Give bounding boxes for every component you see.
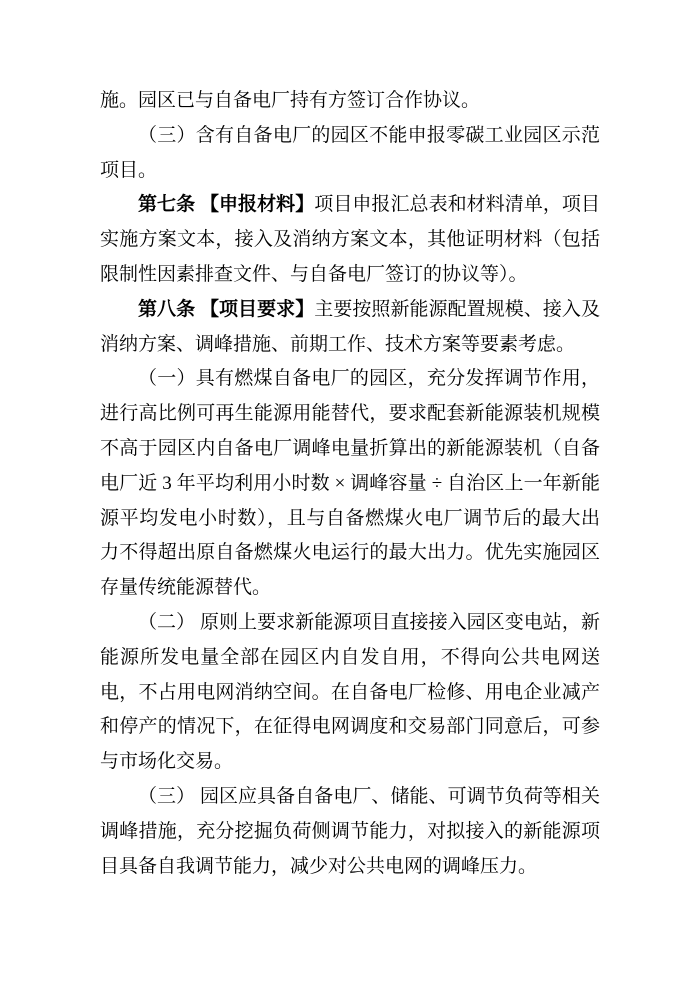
text-line: [100, 328, 600, 363]
text-line: [100, 223, 600, 258]
text-line: [100, 780, 600, 815]
text-line: [100, 502, 600, 537]
text-run: 源平均发电小时数），且与自备燃煤火电厂调节后的最大出: [100, 507, 600, 529]
text-line: [100, 571, 600, 606]
bold-text-run: 第八条 【项目要求】: [138, 298, 315, 320]
text-run: 消纳方案、调峰措施、前期工作、技术方案等要素考虑。: [100, 333, 576, 355]
text-run: （三）含有自备电厂的园区不能申报零碳工业园区示范: [138, 124, 600, 146]
text-run: 项目申报汇总表和材料清单，项目: [314, 194, 600, 216]
text-line: [100, 119, 600, 154]
text-run: 和停产的情况下，在征得电网调度和交易部门同意后，可参: [100, 716, 600, 738]
text-run: 力不得超出原自备燃煤火电运行的最大出力。优先实施园区: [100, 542, 600, 564]
text-line: [100, 293, 600, 328]
text-run: （一）具有燃煤自备电厂的园区，充分发挥调节作用，: [138, 368, 600, 390]
text-line: [100, 362, 600, 397]
text-line: [100, 536, 600, 571]
text-run: 电厂近 3 年平均利用小时数 × 调峰容量 ÷ 自治区上一年新能: [100, 472, 600, 494]
text-line: [100, 815, 600, 850]
text-line: [100, 154, 600, 189]
text-line: [100, 745, 600, 780]
text-run: 存量传统能源替代。: [100, 577, 272, 599]
text-run: 目具备自我调节能力，减少对公共电网的调峰压力。: [100, 855, 538, 877]
text-line: [100, 258, 600, 293]
text-run: 与市场化交易。: [100, 751, 234, 773]
text-run: 电，不占用电网消纳空间。在自备电厂检修、用电企业减产: [100, 681, 600, 703]
text-run: （二） 原则上要求新能源项目直接接入园区变电站，新: [138, 611, 600, 633]
text-line: [100, 84, 600, 119]
text-line: [100, 641, 600, 676]
text-lines: [100, 84, 600, 884]
text-run: 实施方案文本，接入及消纳方案文本，其他证明材料（包括: [100, 229, 600, 251]
text-line: [100, 710, 600, 745]
text-run: （三） 园区应具备自备电厂、储能、可调节负荷等相关: [138, 785, 600, 807]
text-line: [100, 676, 600, 711]
text-run: 调峰措施，充分挖掘负荷侧调节能力，对拟接入的新能源项: [100, 820, 600, 842]
text-run: 主要按照新能源配置规模、接入及: [314, 298, 600, 320]
text-run: 进行高比例可再生能源用能替代，要求配套新能源装机规模: [100, 403, 600, 425]
text-run: 限制性因素排查文件、与自备电厂签订的协议等）。: [100, 263, 528, 285]
text-line: [100, 432, 600, 467]
text-run: 能源所发电量全部在园区内自发自用，不得向公共电网送: [100, 646, 600, 668]
text-line: [100, 397, 600, 432]
text-run: 项目。: [100, 159, 158, 181]
text-line: [100, 467, 600, 502]
text-line: [100, 850, 600, 885]
text-run: 不高于园区内自备电厂调峰电量折算出的新能源装机（自备: [100, 437, 600, 459]
text-run: 施。园区已与自备电厂持有方签订合作协议。: [100, 90, 481, 111]
bold-text-run: 第七条 【申报材料】: [138, 194, 315, 216]
text-line: [100, 188, 600, 223]
text-line: [100, 606, 600, 641]
